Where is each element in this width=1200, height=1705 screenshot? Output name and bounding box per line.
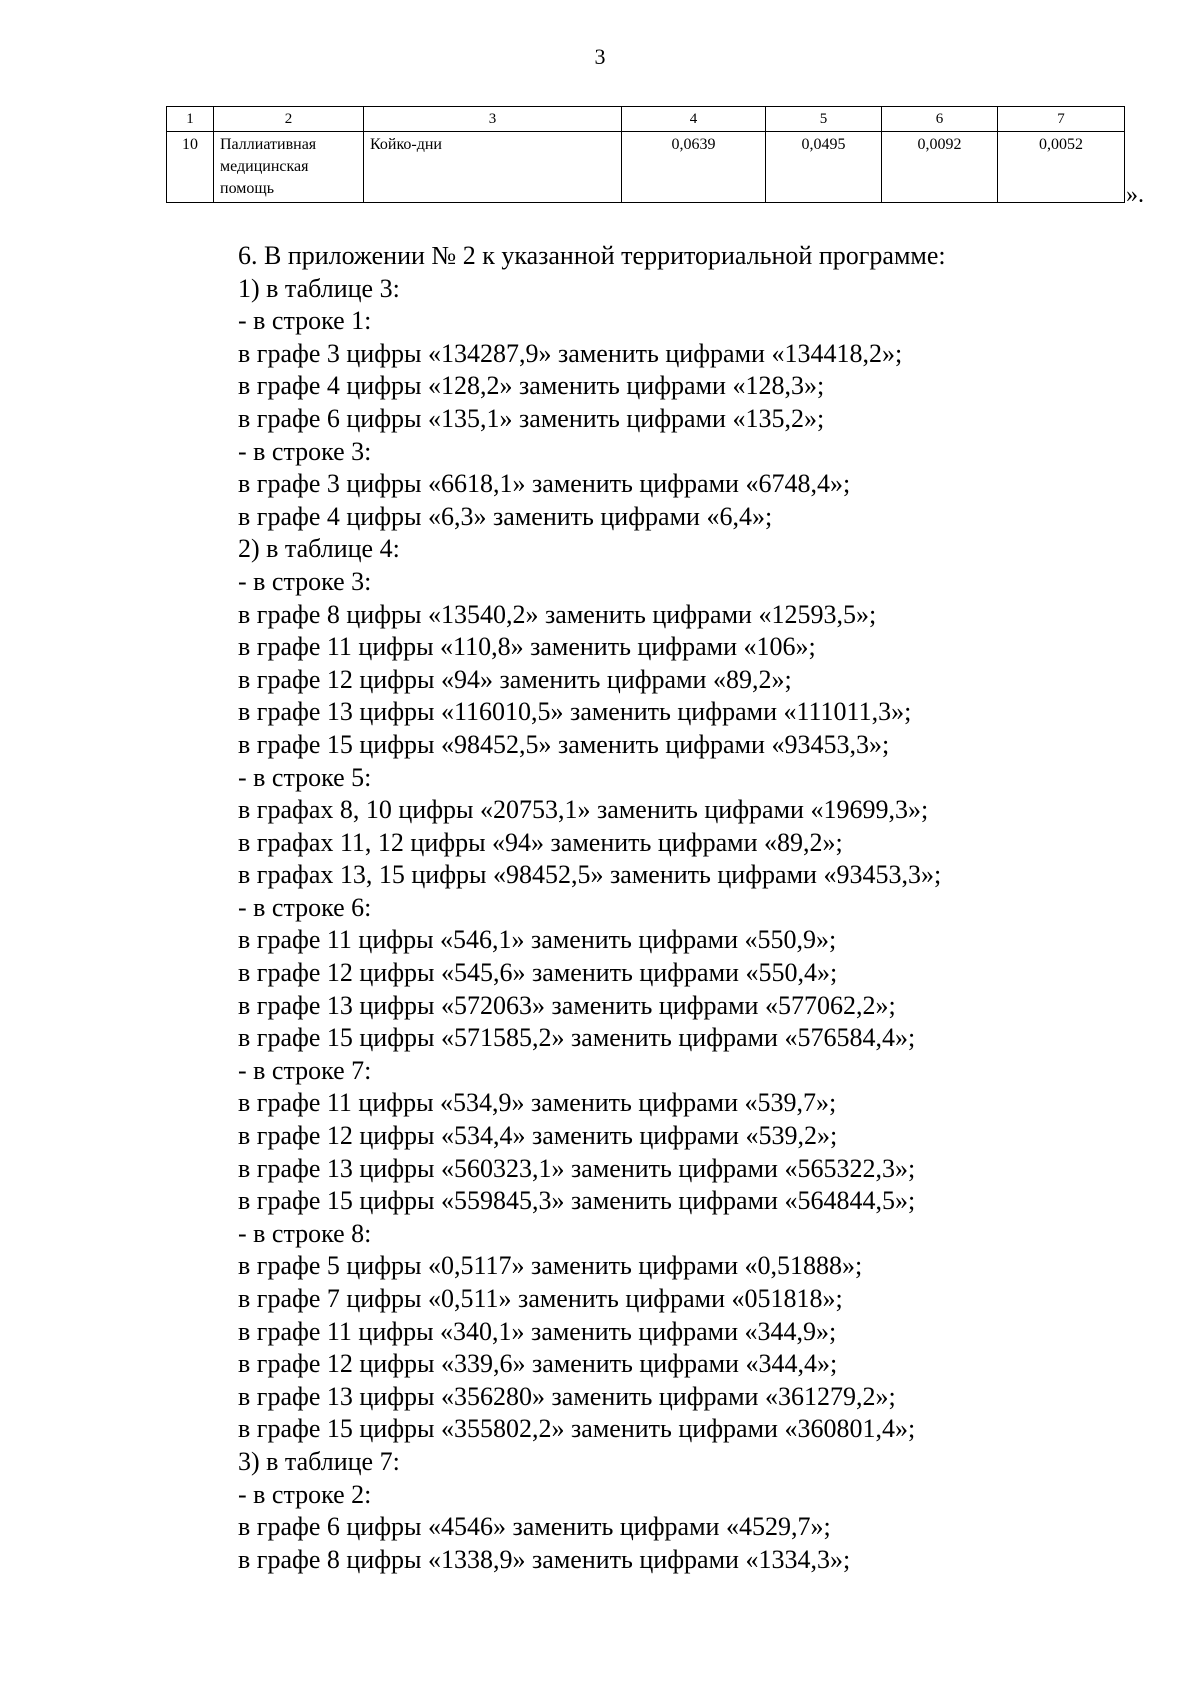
amendment-text [238,240,1138,1576]
indicator-table [166,106,1124,203]
table-header-row [167,107,1125,132]
text-line: в графе 13 цифры «356280» заменить цифрами «361279,2»; [238,1381,896,1411]
column-header: 5 [766,107,882,132]
text-line: в графе 6 цифры «135,1» заменить цифрами «135,2»; [238,403,825,433]
text-line: в графе 15 цифры «559845,3» заменить цифрами «564844,5»; [238,1186,916,1216]
table [166,106,1125,203]
text-line: - в строке 3: [238,566,372,596]
text-line: в графе 7 цифры «0,511» заменить цифрами «051818»; [238,1284,843,1313]
column-header: 1 [167,107,214,132]
text-line: - в строке 8: [238,1218,372,1248]
text-line: в графе 15 цифры «355802,2» заменить цифрами «360801,4»; [238,1414,916,1444]
text-line: в графе 6 цифры «4546» заменить цифрами «4529,7»; [238,1512,831,1542]
text-line: - в строке 6: [238,892,372,922]
text-line: в графе 4 цифры «6,3» заменить цифрами «6,4»; [238,501,773,531]
care-type-cell [214,132,364,203]
text-line: в графах 13, 15 цифры «98452,5» заменить цифрами «93453,3»; [238,860,942,890]
text-line: - в строке 7: [238,1055,372,1085]
value-cell-5: 0,0495 [766,132,882,203]
text-line: в графах 8, 10 цифры «20753,1» заменить цифрами «19699,3»; [238,795,929,825]
text-line: в графе 5 цифры «0,5117» заменить цифрами «0,51888»; [238,1251,863,1281]
text-line: в графе 8 цифры «13540,2» заменить цифрами «12593,5»; [238,599,877,629]
text-line: в графе 12 цифры «545,6» заменить цифрами «550,4»; [238,958,838,988]
text-line: 3) в таблице 7: [238,1446,400,1476]
text-line: 1) в таблице 3: [238,273,400,303]
text-line: в графе 15 цифры «571585,2» заменить цифрами «576584,4»; [238,1023,916,1053]
row-number-cell: 10 [167,132,214,203]
text-line: в графе 8 цифры «1338,9» заменить цифрами «1334,3»; [238,1544,851,1574]
care-type-line: помощь [220,180,274,197]
column-header: 2 [214,107,364,132]
column-header: 7 [998,107,1125,132]
text-line: в графе 4 цифры «128,2» заменить цифрами «128,3»; [238,371,825,401]
care-type-line: Паллиативная [220,136,317,153]
text-line: в графе 11 цифры «534,9» заменить цифрами «539,7»; [238,1088,837,1118]
text-line: - в строке 1: [238,306,372,336]
text-line: в графе 15 цифры «98452,5» заменить цифрами «93453,3»; [238,729,890,759]
value-cell-4: 0,0639 [622,132,766,203]
text-line: - в строке 5: [238,762,372,792]
text-line: в графе 11 цифры «110,8» заменить цифрами «106»; [238,632,816,662]
page-number: 3 [594,44,606,69]
text-line: в графе 12 цифры «339,6» заменить цифрами «344,4»; [238,1349,838,1379]
text-line: в графе 12 цифры «94» заменить цифрами «89,2»; [238,664,792,694]
text-line: в графе 3 цифры «134287,9» заменить цифрами «134418,2»; [238,338,903,368]
column-header: 3 [364,107,622,132]
unit-cell: Койко-дни [364,132,622,203]
column-header: 6 [882,107,998,132]
text-line: 2) в таблице 4: [238,534,400,564]
text-line: в графе 12 цифры «534,4» заменить цифрами «539,2»; [238,1121,838,1151]
text-line: 6. В приложении № 2 к указанной территориальной программе: [238,241,946,270]
text-line: в графах 11, 12 цифры «94» заменить цифрами «89,2»; [238,827,843,857]
text-line: в графе 3 цифры «6618,1» заменить цифрами «6748,4»; [238,469,851,499]
text-line: в графе 11 цифры «340,1» заменить цифрами «344,9»; [238,1316,837,1346]
text-line: в графе 13 цифры «560323,1» заменить цифрами «565322,3»; [238,1153,916,1183]
text-line: - в строке 2: [238,1479,372,1509]
text-line: в графе 13 цифры «572063» заменить цифрами «577062,2»; [238,990,896,1020]
table-row [167,132,1125,203]
care-type-line: медицинская [220,158,309,175]
closing-quote: ». [1126,182,1144,208]
text-line: - в строке 3: [238,436,372,466]
text-line: в графе 13 цифры «116010,5» заменить цифрами «111011,3»; [238,697,912,727]
value-cell-6: 0,0092 [882,132,998,203]
value-cell-7: 0,0052 [998,132,1125,203]
text-line: в графе 11 цифры «546,1» заменить цифрами «550,9»; [238,925,837,955]
column-header: 4 [622,107,766,132]
